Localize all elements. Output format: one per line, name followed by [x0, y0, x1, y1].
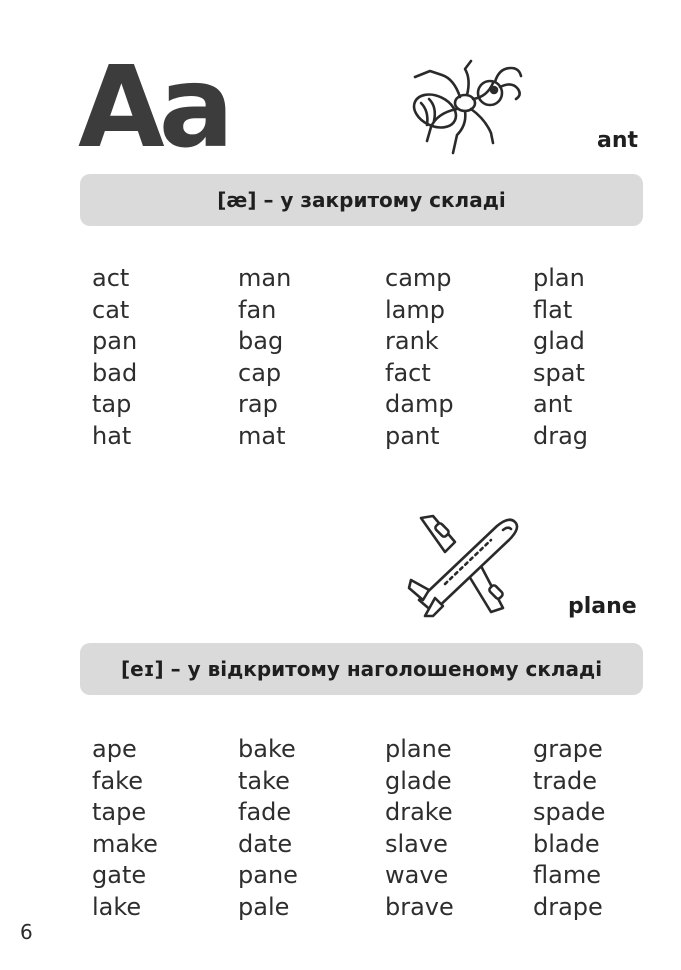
word: rap: [238, 390, 278, 418]
word: pale: [238, 892, 290, 921]
word-list-long-a: [92, 734, 652, 923]
word: gate: [92, 861, 147, 889]
word: fact: [385, 358, 431, 387]
word: take: [238, 766, 290, 795]
word: fan: [238, 295, 277, 324]
word: tape: [92, 798, 147, 826]
word: plan: [533, 264, 585, 292]
word: date: [238, 829, 293, 858]
word: pan: [92, 327, 138, 355]
word: grape: [533, 735, 603, 763]
word: rank: [385, 327, 439, 355]
word: tap: [92, 390, 132, 418]
word: drape: [533, 892, 603, 921]
ant-icon: [405, 55, 530, 160]
word: man: [238, 264, 292, 292]
word: blade: [533, 829, 600, 858]
word: slave: [385, 829, 448, 858]
word: lake: [92, 892, 142, 921]
letter-heading: Aa: [78, 43, 229, 173]
word: damp: [385, 390, 454, 418]
airplane-icon: [405, 508, 525, 618]
word: bad: [92, 358, 138, 387]
word: drag: [533, 421, 589, 450]
word: fake: [92, 766, 143, 795]
word: bag: [238, 327, 284, 355]
word: drake: [385, 798, 453, 826]
word: fade: [238, 798, 292, 826]
plane-caption: plane: [568, 594, 637, 619]
ant-caption: ant: [597, 128, 639, 153]
rule-banner-long-a: [eɪ] – у відкритому наголошеному складі: [80, 643, 643, 695]
word: ape: [92, 735, 137, 763]
word: spat: [533, 358, 585, 387]
word: flame: [533, 861, 601, 889]
word: glade: [385, 766, 452, 795]
page-number: 6: [20, 920, 33, 944]
word: hat: [92, 421, 132, 450]
word: bake: [238, 735, 296, 763]
word: act: [92, 264, 130, 292]
word-list-short-a: [92, 263, 652, 452]
word: wave: [385, 861, 449, 889]
word: cat: [92, 295, 130, 324]
word: pane: [238, 861, 298, 889]
word: brave: [385, 892, 454, 921]
word: cap: [238, 358, 282, 387]
word: spade: [533, 798, 606, 826]
word: camp: [385, 264, 452, 292]
word: plane: [385, 735, 452, 763]
word: lamp: [385, 295, 445, 324]
word: trade: [533, 766, 597, 795]
word: make: [92, 829, 158, 858]
word: glad: [533, 327, 585, 355]
rule-banner-short-a: [æ] – у закритому складі: [80, 174, 643, 226]
word: pant: [385, 421, 440, 450]
word: flat: [533, 295, 573, 324]
word: mat: [238, 421, 286, 450]
word: ant: [533, 390, 573, 418]
